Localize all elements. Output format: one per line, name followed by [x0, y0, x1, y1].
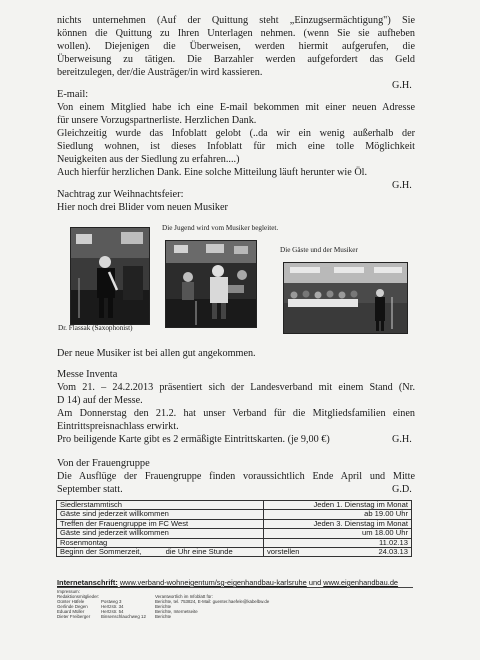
photo-guests-image — [284, 263, 407, 333]
photo-guests — [283, 262, 408, 334]
schedule-table — [56, 500, 412, 557]
member-role: Berichte, Internetseite — [155, 609, 198, 614]
caption-guests: Die Gäste und der Musiker — [280, 246, 358, 254]
schedule-cell-left — [57, 548, 264, 557]
intro-line: Überweisung zu tätigen. Die Barzahler werden aufgefordert das Geld — [57, 54, 415, 65]
email-line: Neuigkeiten aus der Siedlung zu erfahren....) — [57, 154, 240, 165]
footer-divider — [57, 587, 413, 588]
intro-line: wollen). Diejenigen die Überweisen, werden hiermit aufgerufen, die — [57, 41, 415, 52]
schedule-row-text: die Uhr eine Stunde — [165, 547, 233, 557]
member-role: Berichte — [155, 604, 172, 609]
table-row — [57, 510, 412, 519]
table-row — [57, 529, 412, 538]
schedule-cell-left: Siedlerstammtisch — [57, 501, 264, 510]
schedule-cell-left: Treffen der Frauengruppe im FC West — [57, 519, 264, 528]
schedule-cell-left: Gäste sind jederzeit willkommen — [57, 510, 264, 519]
caption-youth: Die Jugend wird vom Musiker begleitet. — [162, 224, 279, 232]
email-signature: G.H. — [392, 180, 412, 191]
member-addr: Hertzstr. 34 — [101, 604, 124, 609]
fair-signature: G.H. — [392, 434, 412, 445]
women-line: September statt. — [57, 484, 123, 495]
member-addr: Postweg 3 — [101, 599, 122, 604]
schedule-cell-right: um 18.00 Uhr — [264, 529, 412, 538]
member-role: Berichte — [155, 614, 172, 619]
intro-line: nichts unternehmen (Auf der Quittung steht „Einzugsermächtigung") Sie — [57, 15, 415, 26]
member-name: Dieter Freiberger — [57, 614, 91, 619]
link-verband[interactable]: www.verband-wohneigentum/sg-eigenhandbau-karlsruhe — [119, 578, 307, 587]
footer-internet — [57, 578, 398, 587]
women-heading: Von der Frauengruppe — [57, 458, 150, 469]
schedule-row-text: vorstellen — [267, 547, 300, 557]
photo-saxophonist-image — [71, 228, 149, 324]
schedule-cell-right: 11.02.13 — [264, 538, 412, 547]
schedule-cell-right: Jeden 1. Dienstag im Monat — [264, 501, 412, 510]
schedule-row-text: Beginn der Sommerzeit, — [60, 547, 142, 557]
email-heading: E-mail: — [57, 89, 89, 100]
photo-saxophonist — [70, 227, 150, 325]
schedule-cell-left: Rosenmontag — [57, 538, 264, 547]
verantwortlich-label: Verantwortlich im Infoblatt für: — [155, 594, 213, 599]
caption-flassak: Dr. Flassak (Saxophonist) — [58, 324, 133, 332]
women-signature: G.D. — [392, 484, 412, 495]
schedule-cell-left: Gäste sind jederzeit willkommen — [57, 529, 264, 538]
email-line: Von einem Mitglied habe ich eine E-mail bekommen mit einer neuen Adresse — [57, 102, 415, 113]
schedule-cell-right: ab 19.00 Uhr — [264, 510, 412, 519]
internet-label: Internetanschrift: — [57, 578, 118, 587]
member-addr: Binsenschlauchweg 12 — [101, 614, 146, 619]
women-line: Die Ausflüge der Frauengruppe finden voraussichtlich Ende April und Mitte — [57, 471, 415, 482]
redaktion-label: Redaktionsmitglieder: — [57, 594, 100, 599]
und-text: und — [308, 578, 322, 587]
christmas-subline: Hier noch drei Blider vom neuen Musiker — [57, 202, 228, 213]
email-line: Auch hierfür herzlichen Dank. Eine solche Mitteilung läuft herunter wie Öl. — [57, 167, 368, 178]
member-name: Gerlinde Degen — [57, 604, 88, 609]
intro-line: bereitzulegen, der/die Austräger/in wird kassieren. — [57, 67, 263, 78]
member-role: Berichte, tel. 753824, E-Mail: guenter.haefele@kabelbw.de — [155, 599, 270, 604]
table-row — [57, 548, 412, 557]
photo-youth-image — [166, 241, 256, 327]
member-name: Eduard Müller — [57, 609, 85, 614]
intro-signature: G.H. — [392, 80, 412, 91]
fair-line: D 14) auf der Messe. — [57, 395, 143, 406]
schedule-row-text: 24.03.13 — [378, 547, 408, 557]
email-line: Siedlung wohnen, ist dieses Infoblatt für mich eine tolle Möglichkeit — [57, 141, 415, 152]
christmas-closing: Der neue Musiker ist bei allen gut angekommen. — [57, 348, 256, 359]
member-name: Günter Häfele — [57, 599, 85, 604]
fair-line: Eintrittspreisnachlass erwirkt. — [57, 421, 179, 432]
intro-line: können die Quittung zu Ihren Unterlagen nehmen. (wenn Sie sie aufheben — [57, 28, 415, 39]
impressum-label: Impressum: — [57, 589, 80, 594]
photo-youth — [165, 240, 257, 328]
fair-line: Am Donnerstag den 21.2. hat unser Verband für die Mitgliedsfamilien einen — [57, 408, 415, 419]
fair-line: Pro beiligende Karte gibt es 2 ermäßigte Eintrittskarten. (je 9,00 €) — [57, 434, 330, 445]
fair-heading: Messe Inventa — [57, 369, 118, 380]
email-line: Gleichzeitig wurde das Infoblatt gelobt (..da wir ein wenig außerhalb der — [57, 128, 415, 139]
christmas-heading: Nachtrag zur Weihnachtsfeier: — [57, 189, 184, 200]
schedule-cell-right: Jeden 3. Dienstag im Monat — [264, 519, 412, 528]
member-addr: Hertzstr. 54 — [101, 609, 124, 614]
link-eigenhandbau[interactable]: www.eigenhandbau.de — [323, 578, 399, 587]
schedule-cell-right — [264, 548, 412, 557]
fair-line: Vom 21. – 24.2.2013 präsentiert sich der Landesverband mit einem Stand (Nr. — [57, 382, 415, 393]
email-line: für unsere Vorzugspartnerliste. Herzlichen Dank. — [57, 115, 257, 126]
